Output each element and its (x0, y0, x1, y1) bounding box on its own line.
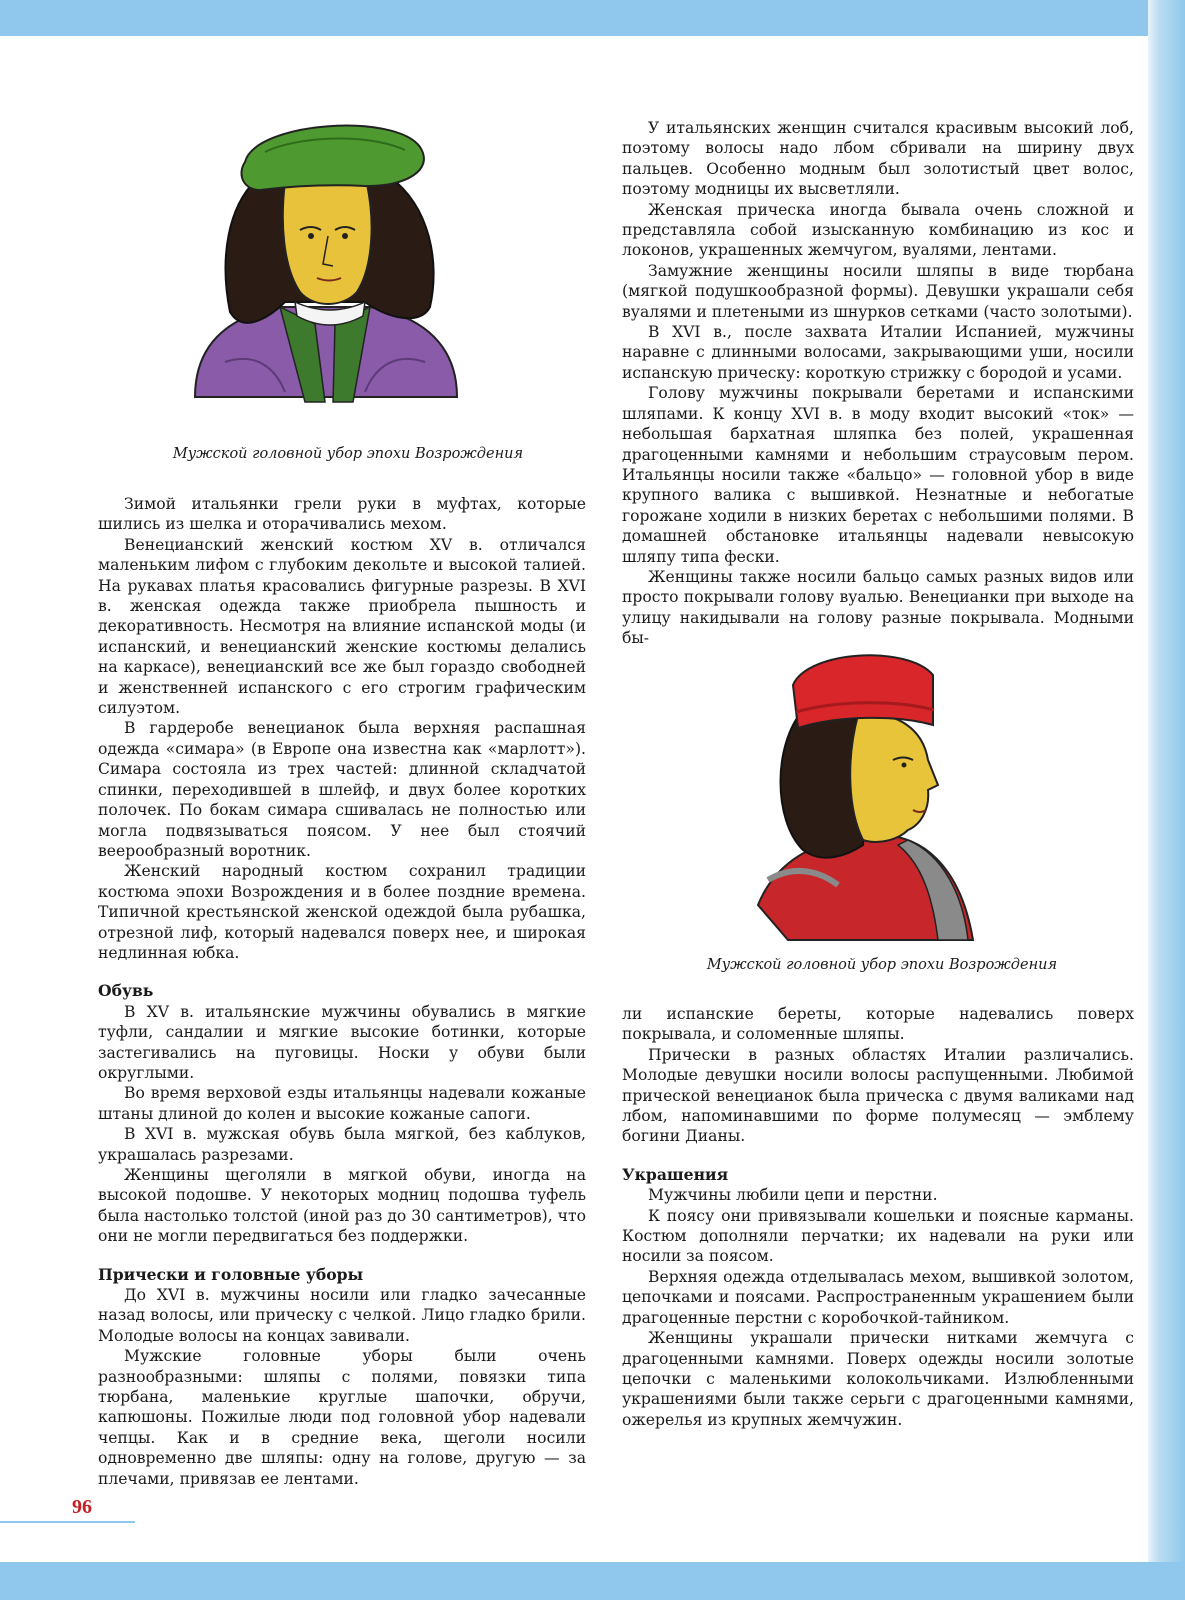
paragraph: Венецианский женский костюм XV в. отличался маленьким лифом с глубоким декольте и высокой талией. На рукавах платья красовались фигурные разрезы. В XVI в. женская одежда также приобрела пышность и декоративность. Несмотря на влияние испанской моды (и испанский, и венецианский женские костюмы делались на каркасе), венецианский все же был гораздо свободней и женственней испанского с его строгим графическим силуэтом. (98, 535, 586, 718)
paragraph: Женщины также носили бальцо самых разных видов или просто покрывали голову вуалью. Венецианки при выходе на улицу накидывали на голову разные покрывала. Модными бы- (622, 567, 1134, 648)
text-column-left (98, 494, 586, 1489)
paragraph: Мужские головные уборы были очень разнообразными: шляпы с полями, повязки типа тюрбана, маленькие круглые шапочки, обручи, капюшоны. Пожилые люди под головной убор надевали чепцы. Как и в средние века, щеголи носили одновременно две шляпы: одну на голове, другую — за плечами, привязав ее лентами. (98, 1347, 586, 1488)
page-number: 96 (72, 1496, 92, 1518)
paragraph: Прически в разных областях Италии различались. Молодые девушки носили волосы распущенными. Любимой прической венецианок была прическа с двумя валиками над лбом, напоминавшими по форме полумесяц — эмблему богини Дианы. (622, 1045, 1134, 1146)
section-heading-jewelry: Украшения (622, 1164, 729, 1184)
paragraph: К поясу они привязывали кошельки и поясные карманы. Костюм дополняли перчатки; их надевали на руки или носили за поясом. (622, 1206, 1134, 1266)
paragraph: Женская прическа иногда бывала очень сложной и представляла собой изысканную комбинацию из кос и локонов, украшенных жемчугом, вуалями, лентами. (622, 200, 1134, 260)
paragraph: В XV в. итальянские мужчины обувались в мягкие туфли, сандалии и мягкие высокие ботинки, которые застегивались на пуговицы. Носки у обуви были округлыми. (98, 1002, 586, 1082)
right-color-band (1148, 0, 1185, 1600)
paragraph: Голову мужчины покрывали беретами и испанскими шляпами. К концу XVI в. в моду входит высокий «ток» — небольшая бархатная шляпка без полей, украшенная драгоценными камнями и небольшим страусовым пером. Итальянцы носили также «бальцо» — головной убор в виде крупного валика с вышивкой. Незнатные и небогатые горожане ходили в низких беретах с небольшими полями. В домашней обстановке итальянцы надевали невысокую шляпу типа фески. (622, 384, 1134, 566)
paragraph: До XVI в. мужчины носили или гладко зачесанные назад волосы, или прическу с челкой. Лицо гладко брили. Молодые волосы на концах завивали. (98, 1286, 586, 1345)
paragraph: Женщины щеголяли в мягкой обуви, иногда на высокой подошве. У некоторых модниц подошва туфель была настолько толстой (иной раз до 30 сантиметров), что они не могли передвигаться без поддержки. (98, 1166, 586, 1246)
paragraph: ли испанские береты, которые надевались поверх покрывала, и соломенные шляпы. (622, 1005, 1134, 1044)
figure-caption: Мужской головной убор эпохи Возрождения (172, 446, 524, 462)
paragraph: Верхняя одежда отделывалась мехом, вышивкой золотом, цепочками и поясами. Распространенным украшением были драгоценные перстни с коробочкой-тайником. (622, 1267, 1134, 1327)
section-heading-hairstyles: Прически и головные уборы (98, 1264, 364, 1284)
paragraph: Замужние женщины носили шляпы в виде тюрбана (мягкой подушкообразной формы). Девушки украшали себя вуалями и плетеными из шнурков сетками (часто золотыми). (622, 261, 1134, 321)
section-heading-shoes: Обувь (98, 981, 154, 1001)
paragraph: Женский народный костюм сохранил традиции костюма эпохи Возрождения и в более поздние времена. Типичной крестьянской женской одеждой была рубашка, отрезной лиф, который надевался поверх нее, и широкая недлинная юбка. (98, 862, 586, 962)
text-column-right-top (622, 118, 1134, 649)
paragraph: У итальянских женщин считался красивым высокий лоб, поэтому волосы надо лбом сбривали на ширину двух пальцев. Особенно модным был золотистый цвет волос, поэтому модницы их высветляли. (622, 119, 1134, 199)
paragraph: Женщины украшали прически нитками жемчуга с драгоценными камнями. Поверх одежды носили золотые цепочки с маленькими колокольчиками. Излюбленными украшениями были также серьги с драгоценными камнями, ожерелья из крупных жемчужин. (622, 1329, 1134, 1429)
portrait-green-cap (185, 112, 465, 412)
paragraph: Мужчины любили цепи и перстни. (648, 1186, 938, 1205)
paragraph: В XVI в. мужская обувь была мягкой, без каблуков, украшалась разрезами. (98, 1125, 586, 1164)
paragraph: В гардеробе венецианок была верхняя распашная одежда «симара» (в Европе она известна как «марлотт»). Симара состояла из трех частей: длинной складчатой спинки, переходившей в шлейф, и двух более коротких полочек. По бокам симара сшивалась не полностью или могла подвязываться поясом. У нее был стоячий веерообразный воротник. (98, 719, 586, 860)
paragraph: Во время верховой езды итальянцы надевали кожаные штаны длиной до колен и высокие кожаные сапоги. (98, 1084, 586, 1123)
bottom-color-band (0, 1562, 1185, 1600)
paragraph: Зимой итальянки грели руки в муфтах, которые шились из шелка и оторачивались мехом. (98, 495, 586, 534)
page-number-rule (0, 1521, 135, 1523)
top-color-band (0, 0, 1185, 36)
figure-caption: Мужской головной убор эпохи Возрождения (706, 957, 1058, 973)
portrait-red-cap (748, 650, 988, 945)
paragraph: В XVI в., после захвата Италии Испанией, мужчины наравне с длинными волосами, закрывающими уши, носили испанскую прическу: короткую стрижку с бородой и усами. (622, 323, 1134, 382)
text-column-right-bottom (622, 1004, 1134, 1430)
